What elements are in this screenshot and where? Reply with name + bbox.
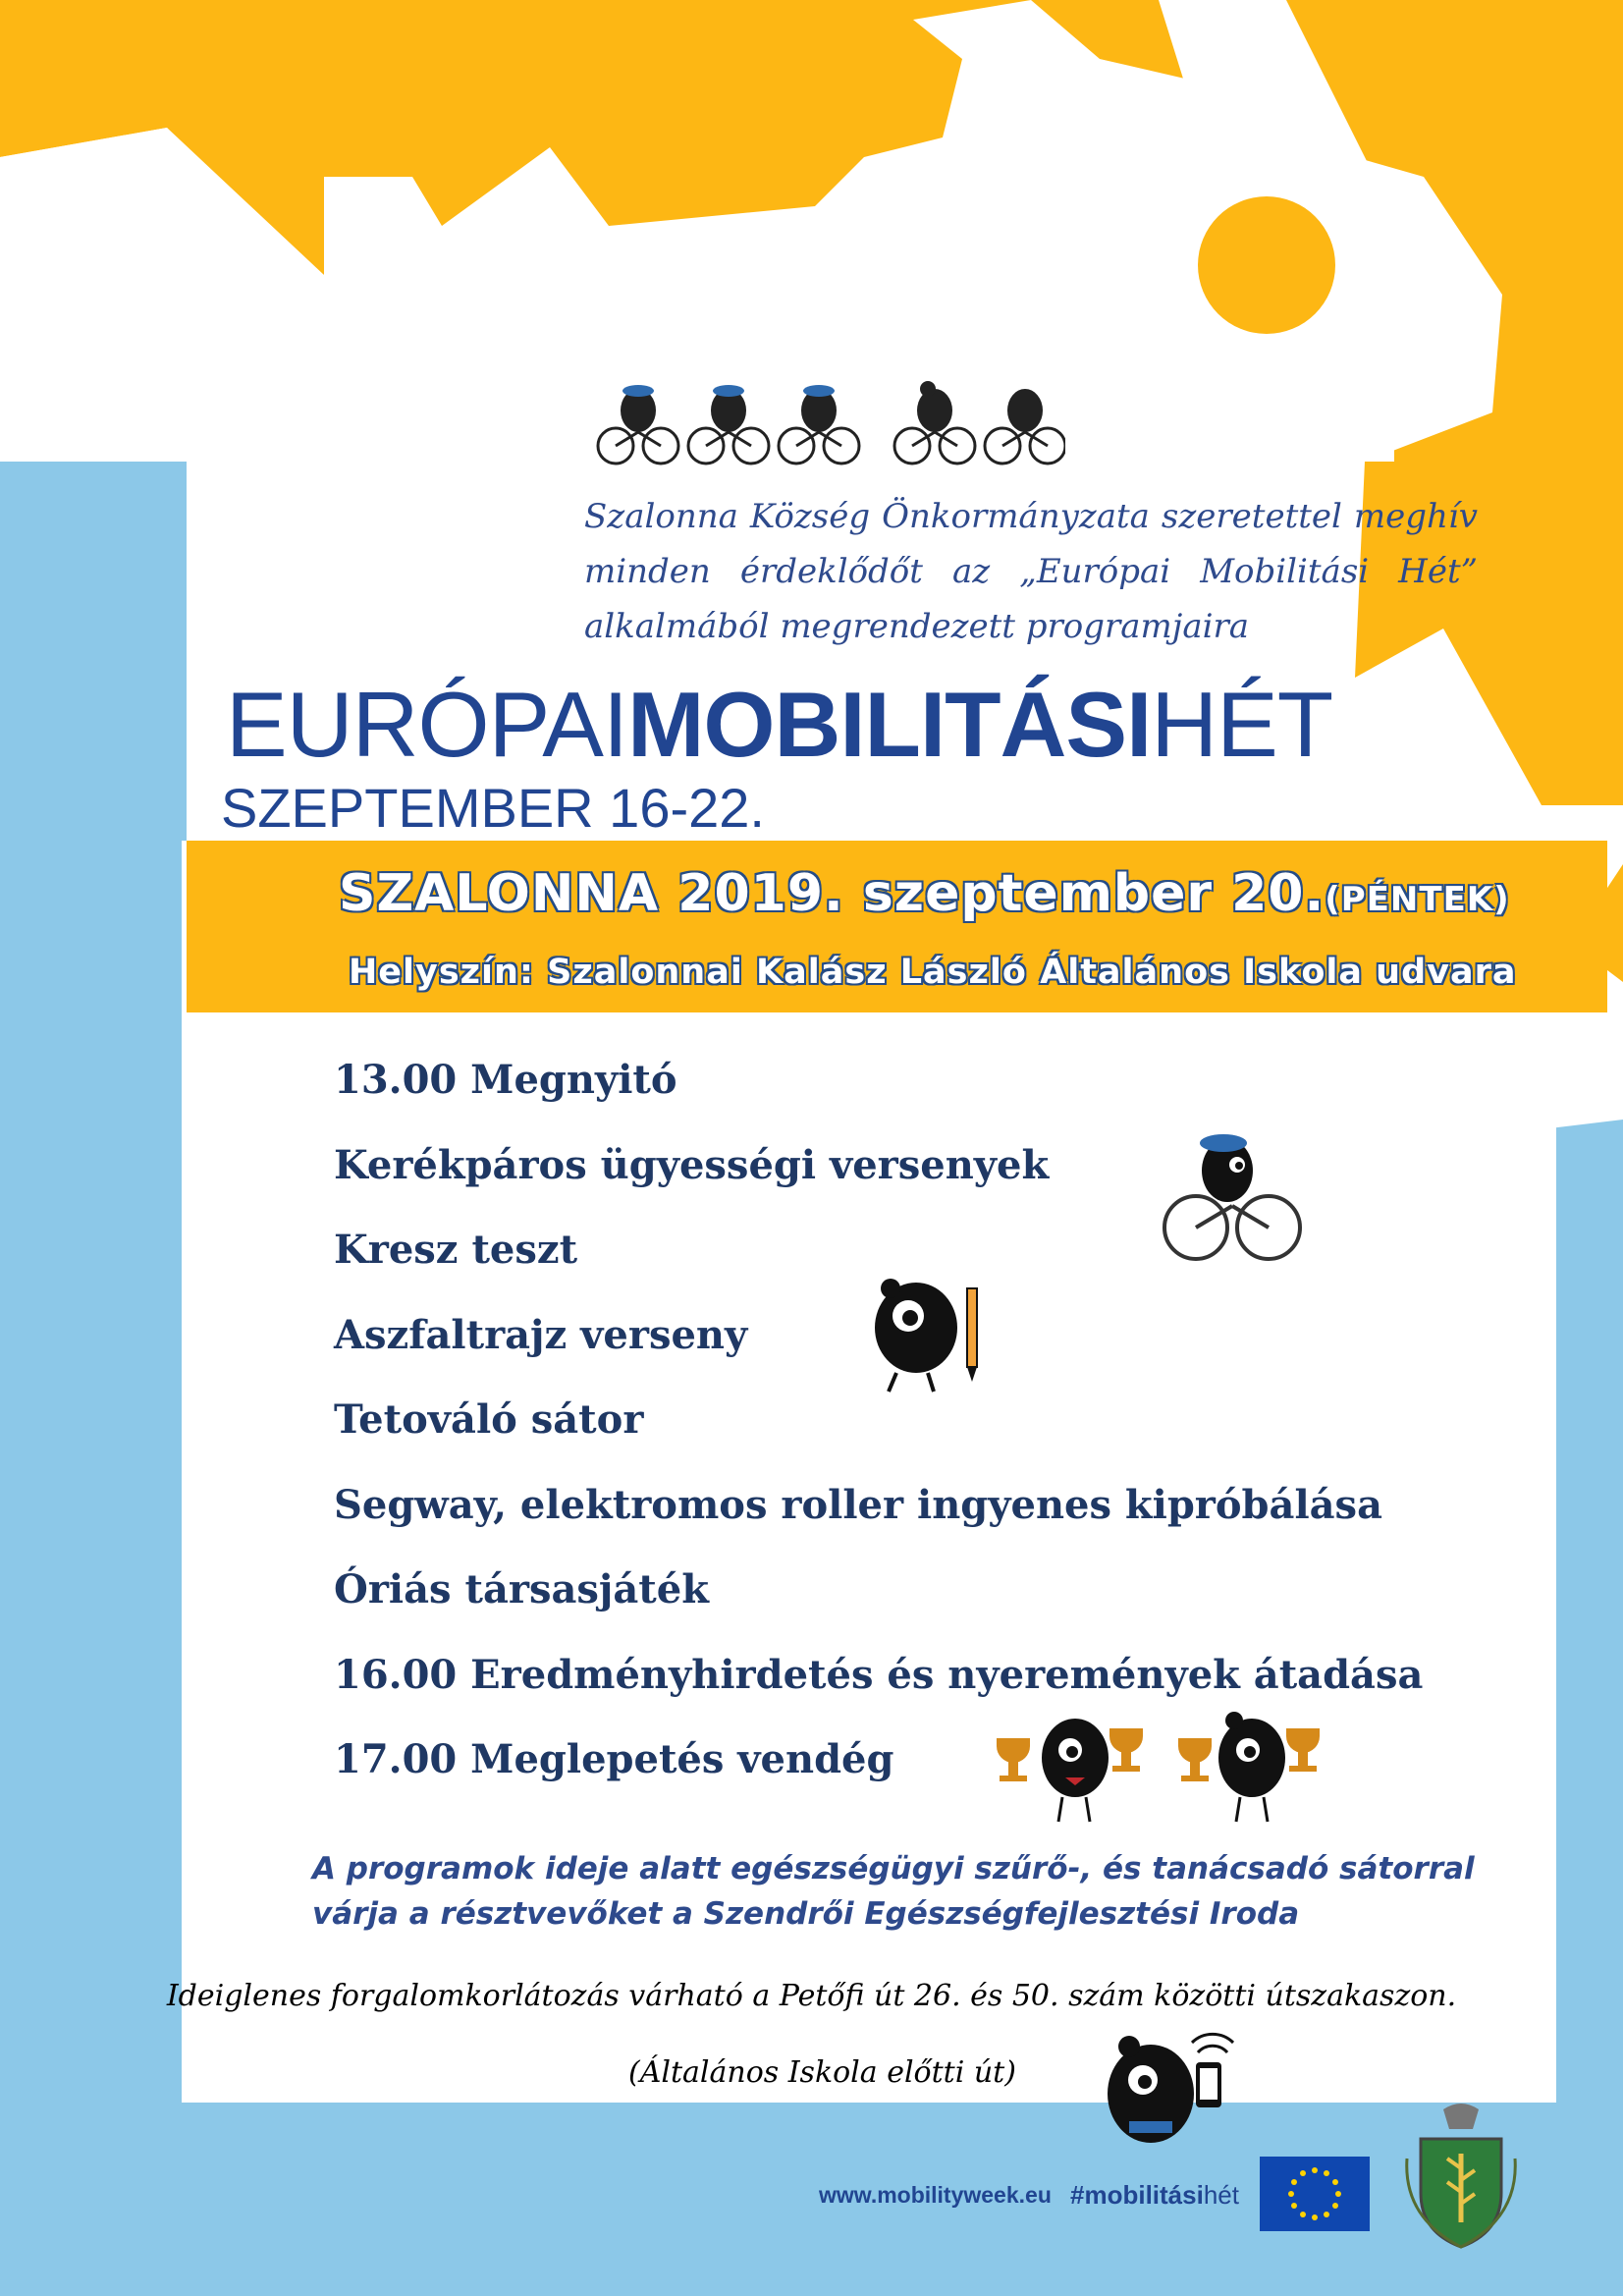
health-line-2: várja a résztvevőket a Szendrői Egészségfejlesztési Iroda xyxy=(312,1896,1300,1932)
cyclist-mascot-icon xyxy=(598,385,678,464)
eu-flag-icon xyxy=(1260,2157,1370,2231)
phone-mascot-icon xyxy=(1090,2023,1247,2160)
program-item: Kresz teszt xyxy=(334,1227,578,1273)
program-item: 16.00 Eredményhirdetés és nyeremények átadása xyxy=(334,1651,1424,1698)
yellow-sun-circle xyxy=(1198,196,1335,334)
pencil-mascot-icon xyxy=(859,1269,997,1396)
event-venue: Helyszín: Szalonnai Kalász László Általános Iskola udvara xyxy=(349,953,1517,992)
cyclist-mascot-icon xyxy=(688,385,769,464)
trophy-mascot-icon xyxy=(997,1719,1143,1822)
event-title xyxy=(339,864,1510,923)
website-link[interactable]: www.mobilityweek.eu xyxy=(819,2182,1052,2208)
cyclist-mascot-icon xyxy=(1159,1129,1306,1267)
program-item: 17.00 Meglepetés vendég xyxy=(334,1736,894,1782)
intro-line-2: minden érdeklődőt az „Európai Mobilitási Hét” xyxy=(584,552,1478,591)
cyclist-mascots-row xyxy=(594,381,1065,469)
mobility-week-logo xyxy=(226,673,1333,776)
program-item: Kerékpáros ügyességi versenyek xyxy=(334,1141,1050,1188)
event-dates: SZEPTEMBER 16-22. xyxy=(221,777,765,839)
logo-part-europai: EURÓPAI xyxy=(226,673,628,776)
coat-of-arms-icon xyxy=(1399,2100,1522,2252)
program-item: 13.00 Megnyitó xyxy=(334,1057,677,1103)
health-line-1: A programok ideje alatt egészségügyi szűrő-, és tanácsadó sátorral xyxy=(312,1851,1475,1886)
hashtag-part-2: hét xyxy=(1203,2180,1239,2210)
health-notice xyxy=(312,1846,1475,1937)
intro-text xyxy=(584,489,1478,654)
program-item: Óriás társasjáték xyxy=(334,1566,709,1613)
intro-line-3: alkalmából megrendezett programjaira xyxy=(584,607,1249,646)
program-item: Aszfaltrajz verseny xyxy=(334,1311,748,1358)
hashtag-part-1: #mobilitási xyxy=(1070,2180,1204,2210)
cyclist-mascot-icon xyxy=(985,389,1065,464)
intro-line-1: Szalonna Község Önkormányzata szeretettel meghív xyxy=(584,497,1478,536)
cyclist-mascot-icon xyxy=(779,385,859,464)
hashtag xyxy=(1070,2180,1239,2211)
program-item: Tetováló sátor xyxy=(334,1396,644,1443)
logo-part-mobilitasi: MOBILITÁSI xyxy=(627,673,1152,776)
trophy-mascots xyxy=(992,1709,1325,1827)
cyclist-mascot-icon xyxy=(894,381,975,464)
logo-part-het: HÉT xyxy=(1151,673,1333,776)
program-item: Segway, elektromos roller ingyenes kipróbálása xyxy=(334,1481,1382,1528)
traffic-notice: Ideiglenes forgalomkorlátozás várható a Petőfi út 26. és 50. szám közötti útszakaszon. xyxy=(166,1979,1457,2013)
traffic-notice-road: (Általános Iskola előtti út) xyxy=(628,2055,1016,2090)
event-title-main: SZALONNA 2019. szeptember 20. xyxy=(339,864,1325,923)
event-day: (PÉNTEK) xyxy=(1325,880,1510,919)
trophy-mascot-icon xyxy=(1178,1712,1320,1822)
